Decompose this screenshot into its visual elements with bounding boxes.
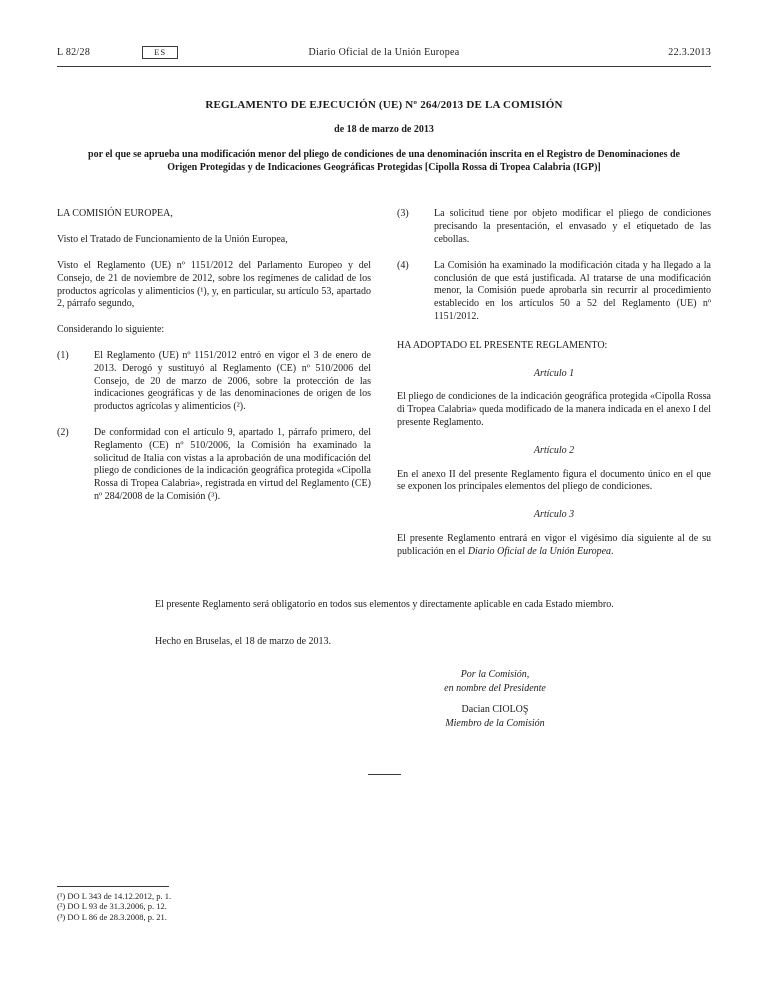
place-and-date: Hecho en Bruselas, el 18 de marzo de 2013. (155, 635, 332, 647)
footnote-1: (¹) DO L 343 de 14.12.2012, p. 1. (57, 891, 172, 901)
recital-number: (2) (57, 426, 69, 438)
article-1-heading: Artículo 1 (533, 367, 575, 379)
preamble-treaty: Visto el Tratado de Funcionamiento de la Unión Europea, (57, 234, 288, 246)
article-3-text-italic: Diario Oficial de la Unión Europea (467, 545, 612, 557)
preamble-considering: Considerando lo siguiente: (57, 324, 165, 336)
signature-on-behalf: Por la Comisión, (460, 668, 530, 680)
binding-clause: El presente Reglamento será obligatorio en todos sus elementos y directamente aplicable en cada Estado miembro. (155, 598, 614, 610)
recital-number: (4) (397, 259, 409, 271)
footnotes (57, 886, 171, 922)
recital-1 (57, 350, 371, 414)
article-3-text-before: El presente Reglamento entrará en vigor el vigésimo día siguiente al de su publicación en el (397, 532, 711, 557)
recital-text: De conformidad con el artículo 9, apartado 1, párrafo primero, del Reglamento (CE) nº 510/2006, la Comisión ha examinado la solicitud de Italia con vistas a la aprobación de una modificación del pliego de condiciones de la indicación geográfica protegida «Cipolla Rossa di Tropea Calabria», registrada en virtud del Reglamento (CE) nº 284/2008 de la Comisión (³). (94, 426, 371, 502)
signature-name: Dacian CIOLOŞ (461, 703, 529, 715)
signature-president: en nombre del Presidente (444, 683, 546, 695)
recital-3 (397, 208, 711, 246)
language-badge: ES (142, 46, 178, 59)
body-columns (57, 208, 711, 571)
signature-block (375, 668, 615, 732)
article-1-text: El pliego de condiciones de la indicación geográfica protegida «Cipolla Rossa di Tropea Calabria» queda modificado de la manera indicada en el anexo I del presente Reglamento. (397, 391, 711, 428)
recital-text: La Comisión ha examinado la modificación citada y ha llegado a la conclusión de que está justificada. Al tratarse de una modificación menor, la Comisión puede aprobarla sin recurrir al procedimiento establecido en los artículos 50 a 52 del Reglamento (UE) nº 1151/2012. (434, 259, 711, 322)
regulation-subject: por el que se aprueba una modificación menor del pliego de condiciones de una denominación inscrita en el Registro de Denominaciones de Origen Protegidas y de Indicaciones Geográficas Protegidas [Cipolla Rossa di Tropea Calabria (IGP)] (88, 149, 680, 174)
section-divider (368, 774, 401, 775)
recital-number: (1) (57, 349, 69, 361)
recital-number: (3) (397, 208, 409, 220)
title-block (57, 99, 711, 174)
header-date: 22.3.2013 (668, 47, 711, 58)
preamble-institution: LA COMISIÓN EUROPEA, (57, 208, 173, 220)
header-left (57, 46, 309, 59)
right-column (397, 208, 711, 571)
regulation-date: de 18 de marzo de 2013 (334, 124, 434, 135)
enacting-formula: HA ADOPTADO EL PRESENTE REGLAMENTO: (397, 339, 608, 351)
footnote-3: (³) DO L 86 de 28.3.2008, p. 21. (57, 911, 167, 922)
footnote-rule (57, 886, 169, 887)
page-reference: L 82/28 (57, 47, 91, 58)
recital-2 (57, 427, 371, 504)
signature-title: Miembro de la Comisión (445, 718, 545, 730)
article-3-heading: Artículo 3 (533, 509, 575, 521)
article-3-text (397, 533, 711, 559)
recital-4 (397, 260, 711, 324)
journal-header (57, 46, 711, 67)
article-2-text: En el anexo II del presente Reglamento figura el documento único en el que se exponen los principales elementos del pliego de condiciones. (397, 468, 711, 493)
article-3-text-after: . (611, 545, 614, 557)
recital-text: El Reglamento (UE) nº 1151/2012 entró en vigor el 3 de enero de 2013. Derogó y sustituyó al Reglamento (CE) nº 510/2006 del Consejo, de 20 de marzo de 2006, sobre la protección de las indicaciones geográficas y de las denominaciones de origen de los productos agrícolas y alimenticios (²). (94, 349, 371, 413)
preamble-regulation: Visto el Reglamento (UE) nº 1151/2012 del Parlamento Europeo y del Consejo, de 21 de noviembre de 2012, sobre los regímenes de calidad de los productos agrícolas y alimenticios (¹), y, en particular, su artículo 53, apartado 2, párrafo segundo, (57, 259, 371, 310)
journal-title: Diario Oficial de la Unión Europea (308, 47, 460, 58)
regulation-title: REGLAMENTO DE EJECUCIÓN (UE) Nº 264/2013 DE LA COMISIÓN (205, 99, 563, 111)
recital-text: La solicitud tiene por objeto modificar el pliego de condiciones precisando la presentación, el envasado y el etiquetado de las cebollas. (434, 208, 711, 245)
article-2-heading: Artículo 2 (533, 444, 575, 456)
footnote-2: (²) DO L 93 de 31.3.2006, p. 12. (57, 901, 167, 912)
left-column (57, 208, 371, 571)
closing-section (57, 598, 711, 775)
